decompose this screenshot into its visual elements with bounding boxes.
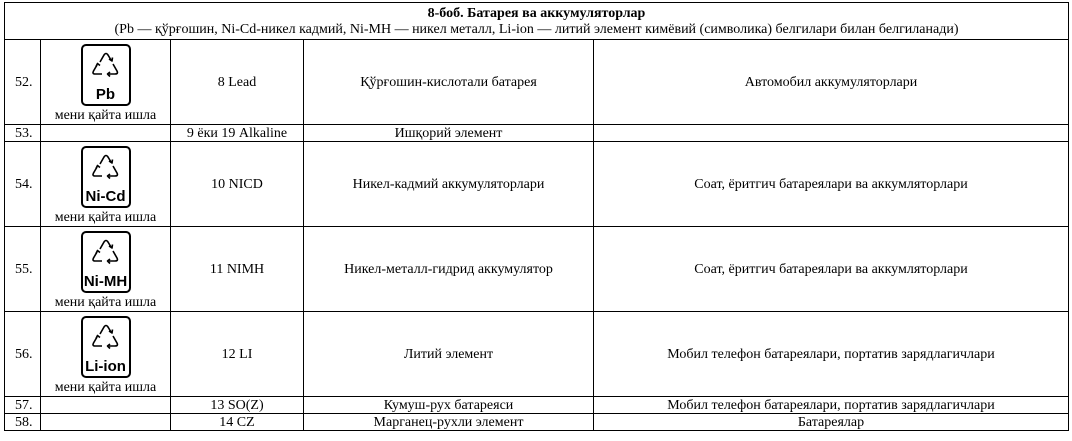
battery-code: 11 NIMH <box>171 227 304 312</box>
battery-chemistry-symbol: Ni-Cd <box>85 187 126 205</box>
recycle-icon <box>89 322 123 354</box>
table-row <box>5 397 1069 414</box>
recycle-logo-cell <box>41 397 171 414</box>
battery-usage: Мобил телефон батареялари, портатив зарядлагичлари <box>594 397 1069 414</box>
battery-usage: Мобил телефон батареялари, портатив зарядлагичлари <box>594 312 1069 397</box>
table-row <box>5 227 1069 312</box>
table-row <box>5 125 1069 142</box>
row-number: 57. <box>5 397 41 414</box>
battery-table <box>4 2 1069 431</box>
battery-name: Никел-кадмий аккумуляторлари <box>304 142 594 227</box>
battery-name: Литий элемент <box>304 312 594 397</box>
recycle-icon <box>89 152 123 184</box>
battery-code: 9 ёки 19 Alkaline <box>171 125 304 142</box>
recycle-logo <box>81 44 131 106</box>
recycle-logo-cell <box>41 40 171 125</box>
battery-chemistry-symbol: Ni-MH <box>83 272 128 290</box>
row-number: 56. <box>5 312 41 397</box>
battery-usage <box>594 125 1069 142</box>
battery-code: 10 NICD <box>171 142 304 227</box>
battery-name: Кумуш-рух батареяси <box>304 397 594 414</box>
recycle-caption: мени қайта ишла <box>54 294 157 310</box>
battery-table-container <box>4 2 1068 431</box>
battery-name: Ишқорий элемент <box>304 125 594 142</box>
battery-code: 14 CZ <box>171 414 304 431</box>
recycle-logo-cell <box>41 227 171 312</box>
battery-code: 8 Lead <box>171 40 304 125</box>
battery-name: Марганец-рухли элемент <box>304 414 594 431</box>
battery-name: Қўрғошин-кислотали батарея <box>304 40 594 125</box>
row-number: 53. <box>5 125 41 142</box>
table-row <box>5 142 1069 227</box>
row-number: 52. <box>5 40 41 125</box>
table-header-row <box>5 3 1069 40</box>
table-header <box>5 3 1069 40</box>
recycle-logo <box>81 316 131 378</box>
table-row <box>5 40 1069 125</box>
recycle-logo-cell <box>41 414 171 431</box>
battery-usage: Соат, ёритгич батареялари ва аккумляторлари <box>594 227 1069 312</box>
section-title: 8-боб. Батарея ва аккумуляторлар <box>427 6 646 21</box>
recycle-icon <box>89 50 123 82</box>
recycle-icon <box>89 237 123 269</box>
battery-code: 12 LI <box>171 312 304 397</box>
battery-usage: Автомобил аккумуляторлари <box>594 40 1069 125</box>
recycle-caption: мени қайта ишла <box>54 379 157 395</box>
row-number: 58. <box>5 414 41 431</box>
recycle-logo <box>81 231 131 293</box>
recycle-caption: мени қайта ишла <box>54 107 157 123</box>
row-number: 55. <box>5 227 41 312</box>
recycle-logo-cell <box>41 125 171 142</box>
battery-name: Никел-металл-гидрид аккумулятор <box>304 227 594 312</box>
recycle-caption: мени қайта ишла <box>54 209 157 225</box>
battery-chemistry-symbol: Li-ion <box>85 357 126 375</box>
recycle-logo <box>81 146 131 208</box>
battery-chemistry-symbol: Pb <box>95 85 116 103</box>
table-row <box>5 312 1069 397</box>
recycle-logo-cell <box>41 312 171 397</box>
row-number: 54. <box>5 142 41 227</box>
section-subtitle: (Pb — қўрғошин, Ni-Cd-никел кадмий, Ni-MH — никел металл, Li-ion — литий элемент кимёвий (символика) белгилари билан белгиланади) <box>114 22 959 37</box>
battery-usage: Батареялар <box>594 414 1069 431</box>
recycle-logo-cell <box>41 142 171 227</box>
table-row <box>5 414 1069 431</box>
battery-usage: Соат, ёритгич батареялари ва аккумляторлари <box>594 142 1069 227</box>
battery-code: 13 SO(Z) <box>171 397 304 414</box>
